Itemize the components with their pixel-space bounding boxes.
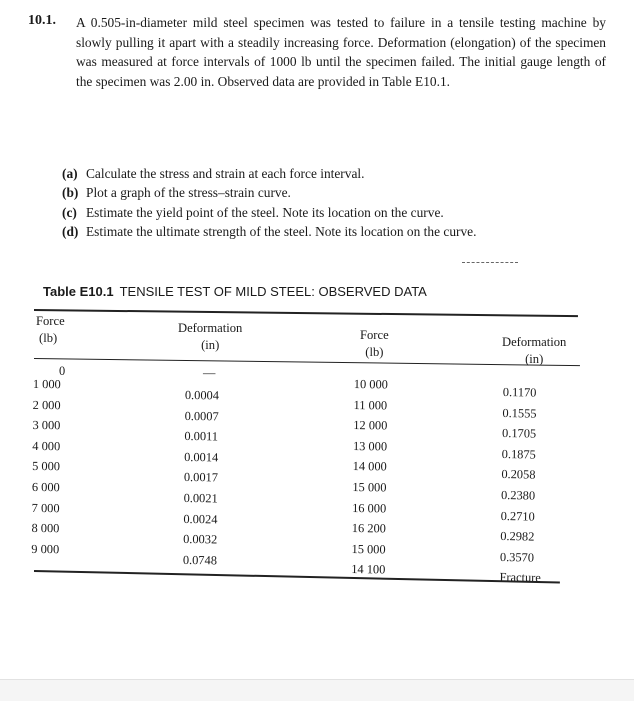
table-cell: 15 000 xyxy=(351,541,386,557)
table-cell: 0.1705 xyxy=(501,426,537,441)
part-b-text: Plot a graph of the stress–strain curve. xyxy=(86,185,291,201)
first-force-value: 0 xyxy=(59,364,66,378)
part-c-label: (c) xyxy=(62,204,77,220)
table-cell: 0.2058 xyxy=(501,467,536,482)
table-cell: 9 000 xyxy=(31,541,60,557)
header-deformation-2: Deformation (in) xyxy=(502,335,567,366)
table-cell: 15 000 xyxy=(352,479,387,495)
table-top-rule xyxy=(34,309,578,317)
header-force-2: Force (lb) xyxy=(360,328,389,359)
part-b-label: (b) xyxy=(62,185,79,201)
table-cell: 0.0024 xyxy=(183,511,218,526)
table-cell: 0.0004 xyxy=(184,387,220,403)
table-cell: 10 000 xyxy=(353,376,389,392)
header-force-1: Force (lb) xyxy=(36,314,65,345)
column-deformation-1 xyxy=(183,385,219,571)
table-cell: 5 000 xyxy=(32,459,61,474)
table-cell: 16 200 xyxy=(351,521,387,536)
table-header-rule xyxy=(34,358,580,366)
table-cell: 1 000 xyxy=(32,376,61,392)
table-bottom-rule xyxy=(34,570,560,583)
table-cell: 0.1875 xyxy=(501,446,536,462)
table-cell: 0.0032 xyxy=(183,532,218,547)
scan-dash-mark xyxy=(462,262,518,263)
table-cell: 0.3570 xyxy=(499,549,535,565)
table-cell: 0.0017 xyxy=(183,470,219,485)
first-deformation-value: — xyxy=(203,366,216,380)
viewer-bottom-strip xyxy=(0,679,634,701)
table-cell: 12 000 xyxy=(353,418,388,433)
table-cell: 0.0748 xyxy=(182,552,218,568)
table-cell: 0.1555 xyxy=(502,405,537,421)
problem-statement: A 0.505-in-diameter mild steel specimen was tested to failure in a tensile testing machine by slowly pulling it apart with a steadily increasing force. Deformation (elongation) of the specimen was measured at force intervals of 1000 lb until the specimen failed. The initial gauge length of the specimen was 2.00 in. Observed data are provided in Table E10.1. xyxy=(76,15,606,89)
header-deformation-1: Deformation (in) xyxy=(178,321,243,352)
table-id: Table E10.1 xyxy=(43,284,114,299)
column-force-2 xyxy=(351,374,388,580)
part-a-text: Calculate the stress and strain at each force interval. xyxy=(86,166,365,181)
part-a xyxy=(62,164,476,183)
part-a-label: (a) xyxy=(62,166,78,181)
table-cell: 0.0011 xyxy=(184,429,219,444)
column-force-1 xyxy=(31,374,61,560)
table-cell: 7 000 xyxy=(31,500,60,515)
part-b xyxy=(62,183,476,202)
table-cell: 14 000 xyxy=(352,459,387,474)
table-cell: 13 000 xyxy=(352,438,388,454)
part-d-text: Estimate the ultimate strength of the steel. Note its location on the curve. xyxy=(86,224,477,240)
table-cell: Fracture xyxy=(499,570,541,586)
part-c xyxy=(62,203,476,222)
column-deformation-2 xyxy=(499,382,544,589)
table-cell: 0.2982 xyxy=(500,529,535,544)
table-cell: 14 100 xyxy=(351,562,386,577)
table-cell: 16 000 xyxy=(352,500,387,516)
table-cell: 0.2380 xyxy=(500,487,536,503)
table-caption: TENSILE TEST OF MILD STEEL: OBSERVED DATA xyxy=(119,284,427,299)
problem-parts xyxy=(62,164,476,242)
table-cell: 0.0021 xyxy=(183,490,218,506)
table-cell: 2 000 xyxy=(32,397,61,412)
table-cell: 0.1170 xyxy=(502,384,537,400)
table-cell: 3 000 xyxy=(32,418,61,433)
table-cell: 8 000 xyxy=(31,521,60,536)
table-cell: 0.0014 xyxy=(184,449,219,465)
part-c-text: Estimate the yield point of the steel. Note its location on the curve. xyxy=(86,204,444,220)
table-cell: 11 000 xyxy=(353,397,388,413)
part-d xyxy=(62,222,476,241)
table-cell: 0.2710 xyxy=(500,508,535,524)
table-cell: 0.0007 xyxy=(184,408,219,424)
table-cell: 6 000 xyxy=(31,479,60,495)
part-d-label: (d) xyxy=(62,224,79,240)
table-cell: 4 000 xyxy=(32,438,61,454)
table-title xyxy=(43,284,427,299)
problem-number: 10.1. xyxy=(28,13,56,28)
